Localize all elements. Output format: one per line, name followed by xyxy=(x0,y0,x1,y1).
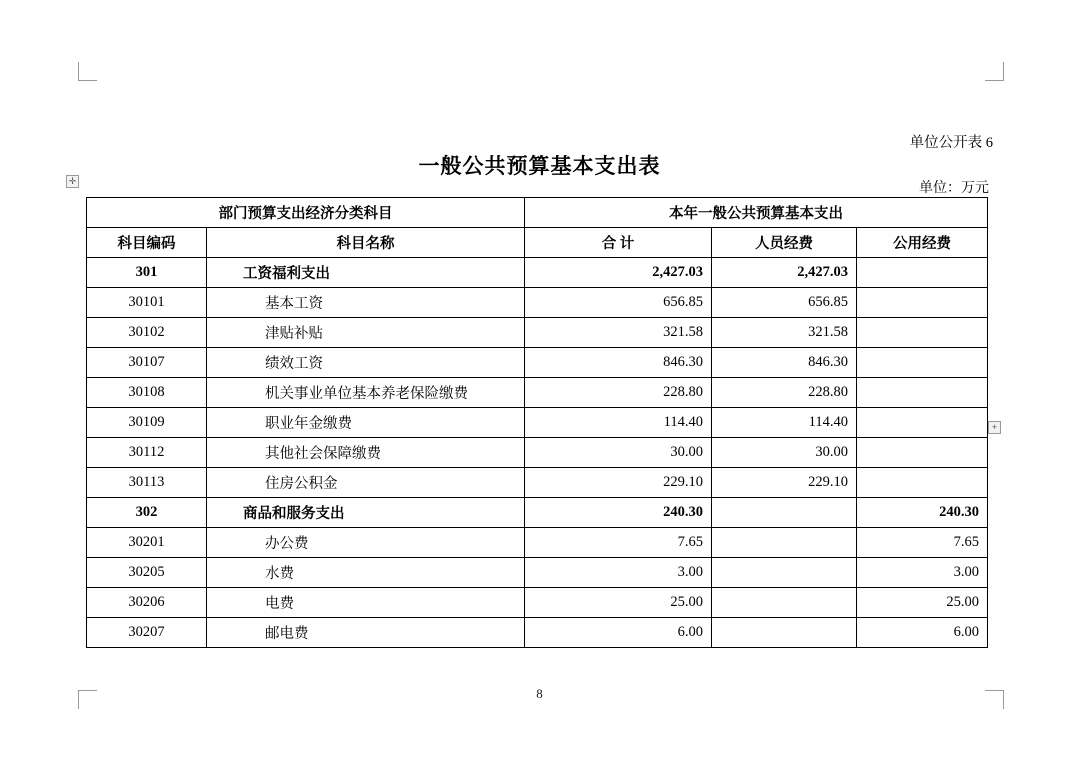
cell-code: 301 xyxy=(87,258,207,288)
cell-code: 30201 xyxy=(87,528,207,558)
cell-public xyxy=(857,258,988,288)
table-row xyxy=(87,288,988,318)
cell-public: 25.00 xyxy=(857,588,988,618)
table-row xyxy=(87,468,988,498)
table-add-column-handle-icon[interactable]: + xyxy=(988,421,1001,434)
cell-public xyxy=(857,318,988,348)
cell-name: 基本工资 xyxy=(207,288,525,318)
cell-personnel: 114.40 xyxy=(712,408,857,438)
cell-public: 6.00 xyxy=(857,618,988,648)
column-header-name: 科目名称 xyxy=(207,228,525,258)
cell-total: 2,427.03 xyxy=(525,258,712,288)
group-header-current-year-budget: 本年一般公共预算基本支出 xyxy=(525,198,988,228)
table-row xyxy=(87,558,988,588)
cell-name: 邮电费 xyxy=(207,618,525,648)
cell-name: 其他社会保障缴费 xyxy=(207,438,525,468)
cell-public xyxy=(857,348,988,378)
cell-code: 30107 xyxy=(87,348,207,378)
cell-total: 846.30 xyxy=(525,348,712,378)
cell-personnel: 656.85 xyxy=(712,288,857,318)
column-header-code: 科目编码 xyxy=(87,228,207,258)
cell-code: 30205 xyxy=(87,558,207,588)
group-header-economic-category: 部门预算支出经济分类科目 xyxy=(87,198,525,228)
cell-name: 电费 xyxy=(207,588,525,618)
table-row xyxy=(87,378,988,408)
column-header-total: 合 计 xyxy=(525,228,712,258)
table-row xyxy=(87,348,988,378)
page-title: 一般公共预算基本支出表 xyxy=(418,154,661,178)
cell-total: 229.10 xyxy=(525,468,712,498)
cell-code: 30207 xyxy=(87,618,207,648)
budget-table-body xyxy=(87,198,988,648)
cell-personnel xyxy=(712,528,857,558)
cell-name: 住房公积金 xyxy=(207,468,525,498)
cell-code: 30112 xyxy=(87,438,207,468)
table-row xyxy=(87,618,988,648)
cell-personnel: 30.00 xyxy=(712,438,857,468)
table-row xyxy=(87,438,988,468)
cell-public: 3.00 xyxy=(857,558,988,588)
table-row xyxy=(87,408,988,438)
cell-personnel: 229.10 xyxy=(712,468,857,498)
cell-code: 30113 xyxy=(87,468,207,498)
cell-personnel xyxy=(712,558,857,588)
cell-name: 商品和服务支出 xyxy=(207,498,525,528)
table-column-header-row xyxy=(87,228,988,258)
column-header-personnel: 人员经费 xyxy=(712,228,857,258)
cell-total: 228.80 xyxy=(525,378,712,408)
cell-name: 绩效工资 xyxy=(207,348,525,378)
cell-total: 656.85 xyxy=(525,288,712,318)
cell-personnel: 228.80 xyxy=(712,378,857,408)
cell-name: 办公费 xyxy=(207,528,525,558)
cell-public xyxy=(857,438,988,468)
cell-name: 工资福利支出 xyxy=(207,258,525,288)
budget-table xyxy=(86,197,988,648)
cell-code: 30102 xyxy=(87,318,207,348)
cell-public xyxy=(857,408,988,438)
unit-note: 单位：万元 xyxy=(919,181,989,196)
cell-name: 职业年金缴费 xyxy=(207,408,525,438)
form-label: 单位公开表 6 xyxy=(909,135,993,151)
cell-total: 25.00 xyxy=(525,588,712,618)
column-header-public: 公用经费 xyxy=(857,228,988,258)
cell-personnel xyxy=(712,618,857,648)
cell-name: 机关事业单位基本养老保险缴费 xyxy=(207,378,525,408)
crop-mark-top-right xyxy=(985,62,1004,81)
cell-personnel xyxy=(712,498,857,528)
cell-total: 7.65 xyxy=(525,528,712,558)
cell-code: 30206 xyxy=(87,588,207,618)
cell-public xyxy=(857,468,988,498)
cell-name: 津贴补贴 xyxy=(207,318,525,348)
cell-code: 30101 xyxy=(87,288,207,318)
table-row xyxy=(87,588,988,618)
table-row xyxy=(87,528,988,558)
cell-total: 30.00 xyxy=(525,438,712,468)
cell-total: 3.00 xyxy=(525,558,712,588)
cell-public: 240.30 xyxy=(857,498,988,528)
table-row xyxy=(87,498,988,528)
cell-public: 7.65 xyxy=(857,528,988,558)
table-row xyxy=(87,258,988,288)
cell-public xyxy=(857,378,988,408)
cell-personnel xyxy=(712,588,857,618)
cell-name: 水费 xyxy=(207,558,525,588)
cell-total: 321.58 xyxy=(525,318,712,348)
cell-code: 30109 xyxy=(87,408,207,438)
cell-total: 240.30 xyxy=(525,498,712,528)
cell-code: 30108 xyxy=(87,378,207,408)
table-move-handle-icon[interactable]: ✛ xyxy=(66,175,79,188)
page-number: 8 xyxy=(536,686,543,701)
table-row xyxy=(87,318,988,348)
cell-total: 6.00 xyxy=(525,618,712,648)
cell-total: 114.40 xyxy=(525,408,712,438)
crop-mark-top-left xyxy=(78,62,97,81)
cell-public xyxy=(857,288,988,318)
cell-code: 302 xyxy=(87,498,207,528)
cell-personnel: 321.58 xyxy=(712,318,857,348)
cell-personnel: 2,427.03 xyxy=(712,258,857,288)
cell-personnel: 846.30 xyxy=(712,348,857,378)
table-group-header-row xyxy=(87,198,988,228)
